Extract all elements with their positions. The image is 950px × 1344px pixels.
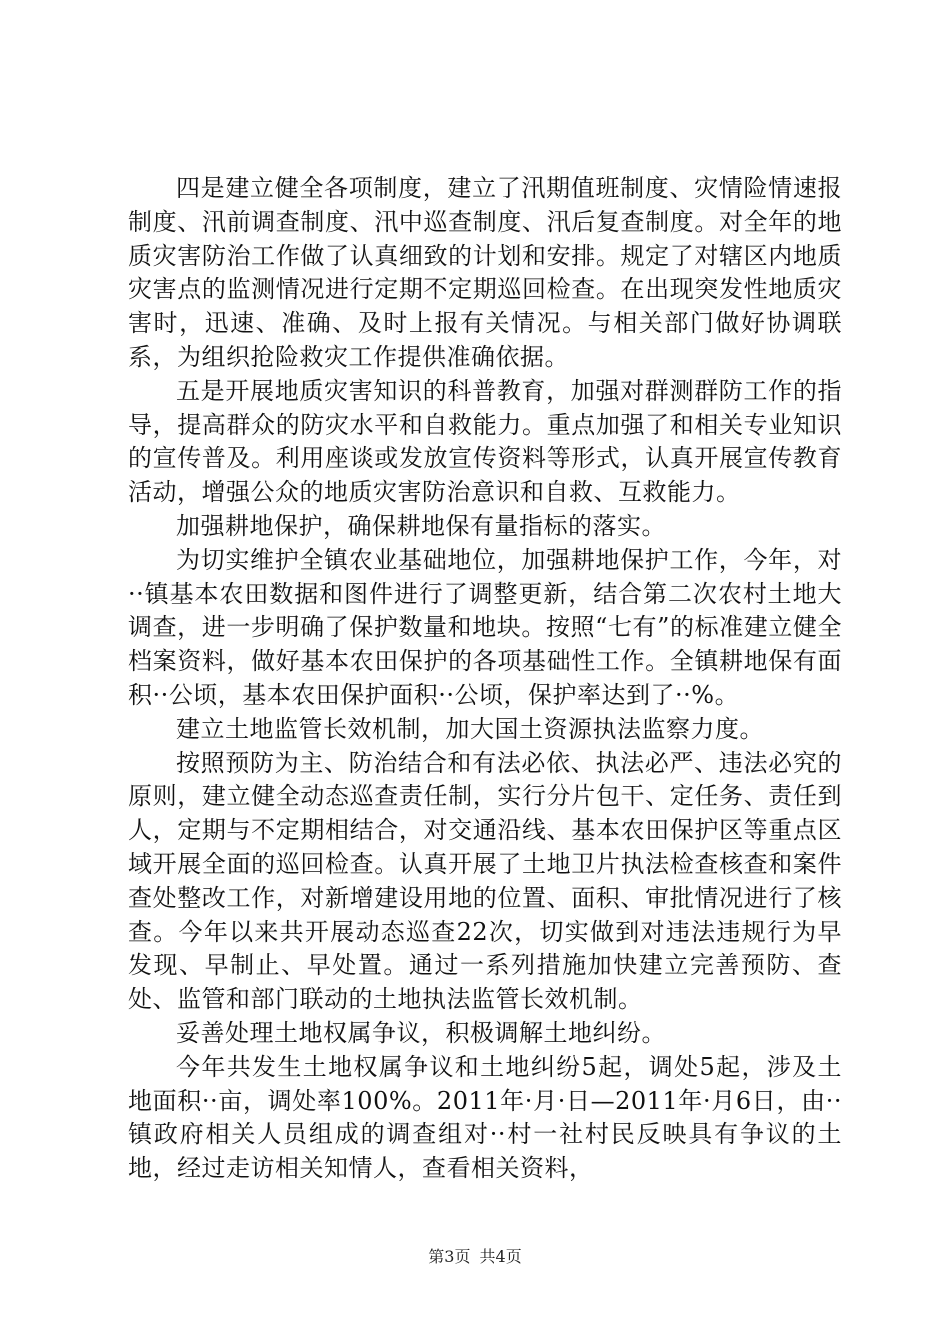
paragraph-2: 五是开展地质灾害知识的科普教育，加强对群测群防工作的指导，提高群众的防灾水平和自救能力。重点加强了和相关专业知识的宣传普及。利用座谈或发放宣传资料等形式，认真开展宣传教育活动，增强公众的地质灾害防治意识和自救、互救能力。 xyxy=(128,376,842,507)
paragraph-7-heading: 妥善处理土地权属争议，积极调解土地纠纷。 xyxy=(176,1018,666,1047)
page-number: 第3页 xyxy=(428,1247,471,1266)
paragraph-6: 按照预防为主、防治结合和有法必依、执法必严、违法必究的原则，建立健全动态巡查责任制，实行分片包干、定任务、责任到人，定期与不定期相结合，对交通沿线、基本农田保护区等重点区域开展全面的巡回检查。认真开展了土地卫片执法检查核查和案件查处整改工作，对新增建设用地的位置、面积、审批情况进行了核查。今年以来共开展动态巡查22次，切实做到对违法违规行为早发现、早制止、早处置。通过一系列措施加快建立完善预防、查处、监管和部门联动的土地执法监管长效机制。 xyxy=(128,748,842,1014)
paragraph-3-heading: 加强耕地保护，确保耕地保有量指标的落实。 xyxy=(176,511,666,540)
page-total: 共4页 xyxy=(479,1247,522,1266)
paragraph-8: 今年共发生土地权属争议和土地纠纷5起，调处5起，涉及土地面积··亩，调处率100%。2011年·月·日—2011年·月6日，由··镇政府相关人员组成的调查组对··村一社村民反映具有争议的土地，经过走访相关知情人，查看相关资料， xyxy=(128,1052,842,1183)
document-body xyxy=(128,172,842,1186)
page-footer xyxy=(0,1244,950,1267)
paragraph-5-heading: 建立土地监管长效机制，加大国土资源执法监察力度。 xyxy=(176,714,764,743)
paragraph-1: 四是建立健全各项制度，建立了汛期值班制度、灾情险情速报制度、汛前调查制度、汛中巡查制度、汛后复查制度。对全年的地质灾害防治工作做了认真细致的计划和安排。规定了对辖区内地质灾害点的监测情况进行定期不定期巡回检查。在出现突发性地质灾害时，迅速、准确、及时上报有关情况。与相关部门做好协调联系，为组织抢险救灾工作提供准确依据。 xyxy=(128,174,842,371)
paragraph-4: 为切实维护全镇农业基础地位，加强耕地保护工作，今年，对··镇基本农田数据和图件进行了调整更新，结合第二次农村土地大调查，进一步明确了保护数量和地块。按照“七有”的标准建立健全档案资料，做好基本农田保护的各项基础性工作。全镇耕地保有面积··公顷，基本农田保护面积··公顷，保护率达到了··%。 xyxy=(128,545,842,709)
